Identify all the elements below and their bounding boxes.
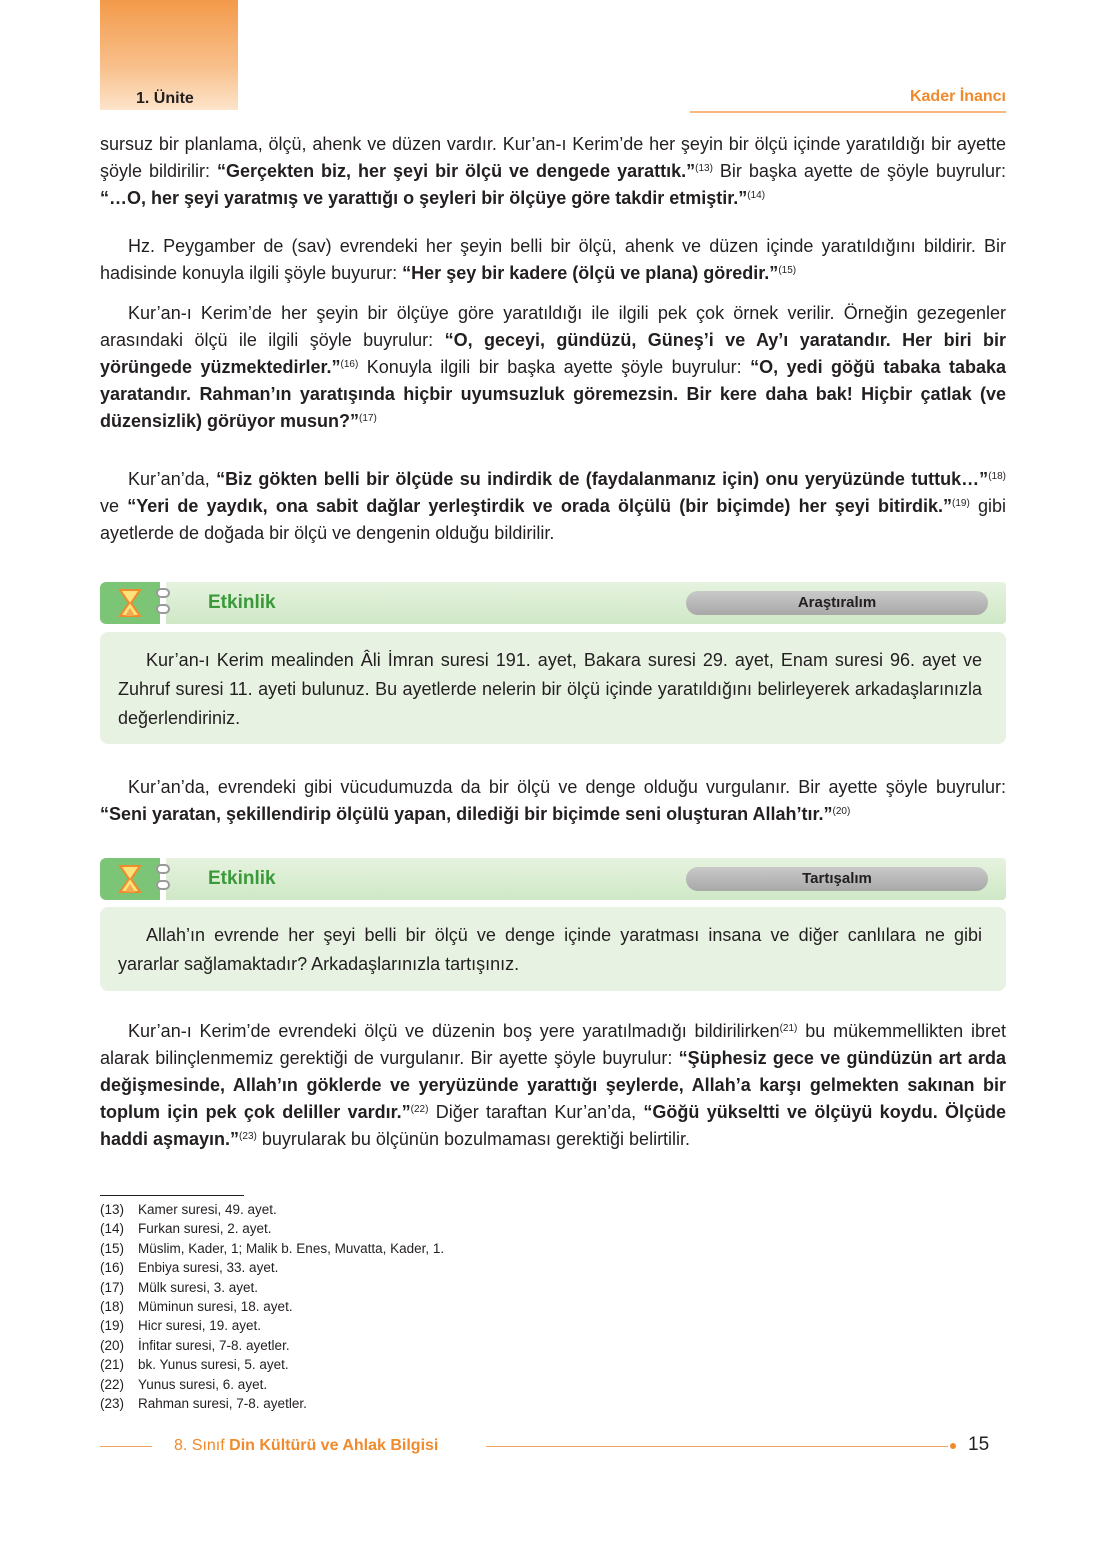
footnote: (17) Mülk suresi, 3. ayet.	[100, 1279, 259, 1295]
ring-binder-icon	[156, 588, 170, 618]
footnote: (15) Müslim, Kader, 1; Malik b. Enes, Muvatta, Kader, 1.	[100, 1240, 445, 1256]
footnote-rule	[100, 1195, 244, 1196]
icon-box	[100, 582, 160, 624]
footnote: (18) Müminun suresi, 18. ayet.	[100, 1299, 293, 1315]
activity-header-1	[100, 582, 1006, 624]
footer-book-title: 8. Sınıf Din Kültürü ve Ahlak Bilgisi	[174, 1437, 439, 1454]
header-rule	[690, 111, 1006, 113]
activity-box-1	[100, 632, 1006, 744]
footnote: (22) Yunus suresi, 6. ayet.	[100, 1376, 268, 1392]
activity-text: Kur’an-ı Kerim mealinden Âli İmran suresi 191. ayet, Bakara suresi 29. ayet, Enam suresi 96. ayet ve Zuhruf suresi 11. ayeti bulunuz. Bu ayetlerde nelerin bir ölçü içinde yaratıldığını belirleyerek arkadaşlarınızla değerlendiriniz.	[118, 650, 982, 728]
footer-dot	[950, 1443, 956, 1449]
activity-header-2	[100, 858, 1006, 900]
ring-binder-icon	[156, 864, 170, 894]
page-number: 15	[968, 1434, 990, 1455]
paragraph-5: Kur’an’da, evrendeki gibi vücudumuzda da bir ölçü ve denge olduğu vurgulanır. Bir ayette şöyle buyrulur: “Seni yaratan, şekillendirip ölçülü yapan, dilediği bir biçimde seni oluşturan Allah’tır.”$^{(20)}$	[100, 777, 1006, 824]
paragraph-6: Kur’an-ı Kerim’de evrendeki ölçü ve düzenin boş yere yaratılmadığı bildirilirken$^{(21)}$ bu mükemmellikten ibret alarak bilinçlenmemiz gerektiği de vurgulanır. Bir ayette şöyle buyrulur: “Şüphesiz gece ve gündüzün art arda değişmesinde, Allah’ın göklerde ve yeryüzünde yarattığı şeylerde, Allah’a karşı gelmekten sakınan bir toplum için pek çok deliller vardır.”$^{(22)}$ Diğer taraftan Kur’an’da, “Göğü yükseltti ve ölçüyü koydu. Ölçüde haddi aşmayın.”$^{(23)}$ buyrularak bu ölçünün bozulmaması gerektiği belirtilir.	[100, 1021, 1007, 1149]
footer-rule-right	[486, 1446, 948, 1447]
paragraph-3: Kur’an-ı Kerim’de her şeyin bir ölçüye göre yaratıldığı ile ilgili pek çok örnek verilir. Örneğin gezegenler arasındaki ölçü ile ilgili şöyle buyrulur: “O, geceyi, gündüzü, Güneş’i ve Ay’ı yaratandır. Her biri bir yörüngede yüzmektedirler.”$^{(16)}$ Konuyla ilgili bir başka ayette şöyle buyrulur: “O, yedi göğü tabaka tabaka yaratandır. Rahman’ın yaratışında hiçbir uyumsuzluk göremezsin. Bir kere daha bak! Hiçbir çatlak (ve düzensizlik) görüyor musun?”$^{(17)}$	[100, 303, 1006, 431]
topic-title: Kader İnancı	[909, 88, 1006, 105]
activity-tag: Tartışalım	[686, 867, 988, 891]
footnote: (23) Rahman suresi, 7-8. ayetler.	[100, 1396, 307, 1412]
footnote: (16) Enbiya suresi, 33. ayet.	[100, 1260, 279, 1276]
footnote: (19) Hicr suresi, 19. ayet.	[100, 1318, 262, 1334]
footnote: (14) Furkan suresi, 2. ayet.	[100, 1221, 272, 1237]
activity-tag: Araştıralım	[686, 591, 988, 615]
activity-title: Etkinlik	[208, 592, 276, 613]
activity-title: Etkinlik	[208, 868, 276, 889]
unit-tab	[100, 0, 238, 110]
footnote: (13) Kamer suresi, 49. ayet.	[100, 1202, 277, 1217]
activity-text: Allah’ın evrende her şeyi belli bir ölçü ve denge içinde yaratması insana ve diğer canlılara ne gibi yararlar sağlamaktadır? Arkadaşlarınızla tartışınız.	[118, 925, 982, 974]
icon-box	[100, 858, 160, 900]
footer-rule-left	[100, 1446, 152, 1447]
unit-label: 1. Ünite	[136, 90, 194, 107]
footnotes	[100, 1200, 444, 1413]
paragraph-1: sursuz bir planlama, ölçü, ahenk ve düzen vardır. Kur’an-ı Kerim’de her şeyin bir ölçü içinde yaratıldığı bir ayette şöyle bildirilir: “Gerçekten biz, her şeyi bir ölçü ve dengede yarattık.”$^{(13)}$ Bir başka ayette de şöyle buyrulur: “…O, her şeyi yaratmış ve yarattığı o şeyleri bir ölçüye göre takdir etmiştir.”$^{(14)}$	[100, 134, 1006, 208]
paragraph-4: Kur’an’da, “Biz gökten belli bir ölçüde su indirdik de (faydalanmanız için) onu yeryüzünde tuttuk…”$^{(18)}$ ve “Yeri de yaydık, ona sabit dağlar yerleştirdik ve orada ölçülü (bir biçimde) her şeyi bitirdik.”$^{(19)}$ gibi ayetlerde de doğada bir ölçü ve dengenin olduğu bildirilir.	[100, 469, 1006, 543]
activity-box-2	[100, 907, 1006, 991]
paragraph-2: Hz. Peygamber de (sav) evrendeki her şeyin belli bir ölçü, ahenk ve düzen içinde yaratıldığını bildirir. Bir hadisinde konuyla ilgili şöyle buyurur: “Her şey bir kadere (ölçü ve plana) göredir.”$^{(15)}$	[100, 236, 1006, 283]
footnote: (21) bk. Yunus suresi, 5. ayet.	[100, 1357, 289, 1373]
footnote: (20) İnfitar suresi, 7-8. ayetler.	[100, 1337, 290, 1353]
hourglass-icon	[100, 858, 160, 900]
hourglass-icon	[100, 582, 160, 624]
